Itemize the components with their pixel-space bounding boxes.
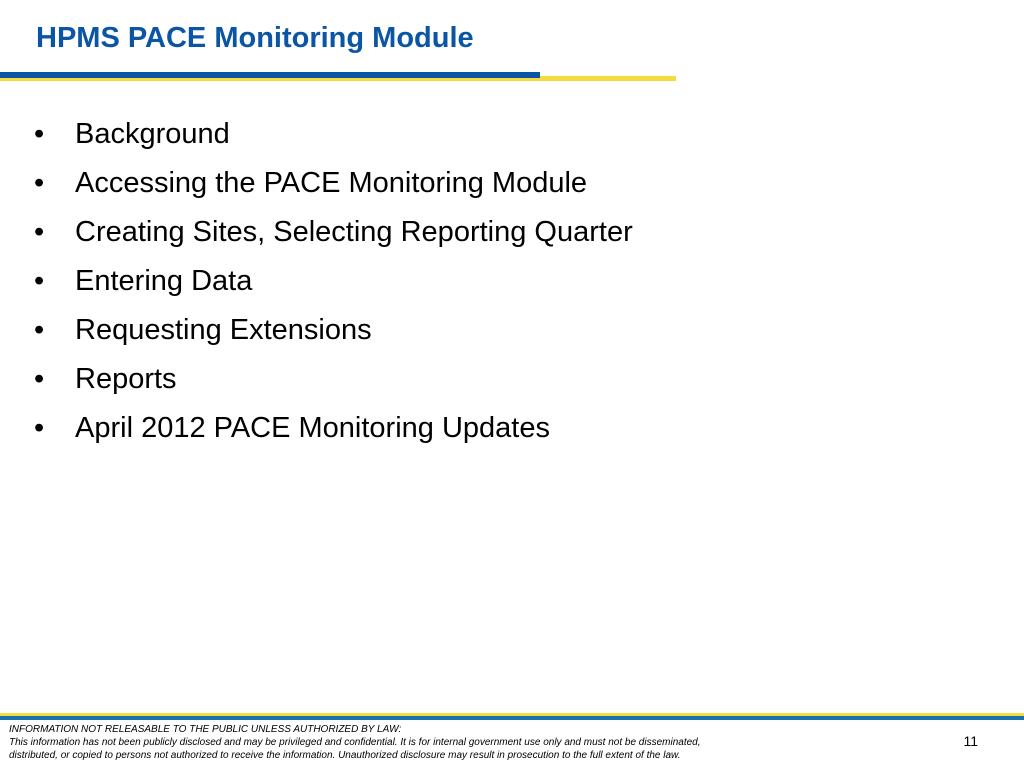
bullet-dot: • xyxy=(34,118,45,150)
bullet-text: Requesting Extensions xyxy=(75,314,372,346)
bullet-dot: • xyxy=(34,265,45,297)
bullet-item xyxy=(34,306,633,355)
bullet-text: Background xyxy=(75,118,230,150)
notice-line: This information has not been publicly disclosed and may be privileged and confidential. It is for internal government use only and must not be disseminated, xyxy=(9,737,701,748)
bullet-dot: • xyxy=(34,314,45,346)
bullet-list xyxy=(34,110,633,453)
bullet-item xyxy=(34,208,633,257)
bullet-item xyxy=(34,355,633,404)
bullet-item xyxy=(34,110,633,159)
confidentiality-notice xyxy=(9,723,909,762)
bullet-dot: • xyxy=(34,167,45,199)
notice-line: distributed, or copied to persons not authorized to receive the information. Unauthorized disclosure may result in prosecution to the full extent of the law. xyxy=(9,750,681,761)
bullet-text: Creating Sites, Selecting Reporting Quarter xyxy=(75,216,633,248)
title-underline-blue xyxy=(0,72,540,78)
bullet-item xyxy=(34,404,633,453)
notice-heading: INFORMATION NOT RELEASABLE TO THE PUBLIC UNLESS AUTHORIZED BY LAW: xyxy=(9,724,402,735)
bullet-dot: • xyxy=(34,363,45,395)
bullet-text: Entering Data xyxy=(75,265,253,297)
slide-title: HPMS PACE Monitoring Module xyxy=(36,22,474,54)
bullet-text: Reports xyxy=(75,363,177,395)
page-number: 11 xyxy=(963,733,978,749)
bullet-item xyxy=(34,257,633,306)
footer-rule-blue xyxy=(0,716,1024,720)
bullet-dot: • xyxy=(34,216,45,248)
bullet-dot: • xyxy=(34,412,45,444)
bullet-item xyxy=(34,159,633,208)
bullet-text: April 2012 PACE Monitoring Updates xyxy=(75,412,550,444)
bullet-text: Accessing the PACE Monitoring Module xyxy=(75,167,588,199)
